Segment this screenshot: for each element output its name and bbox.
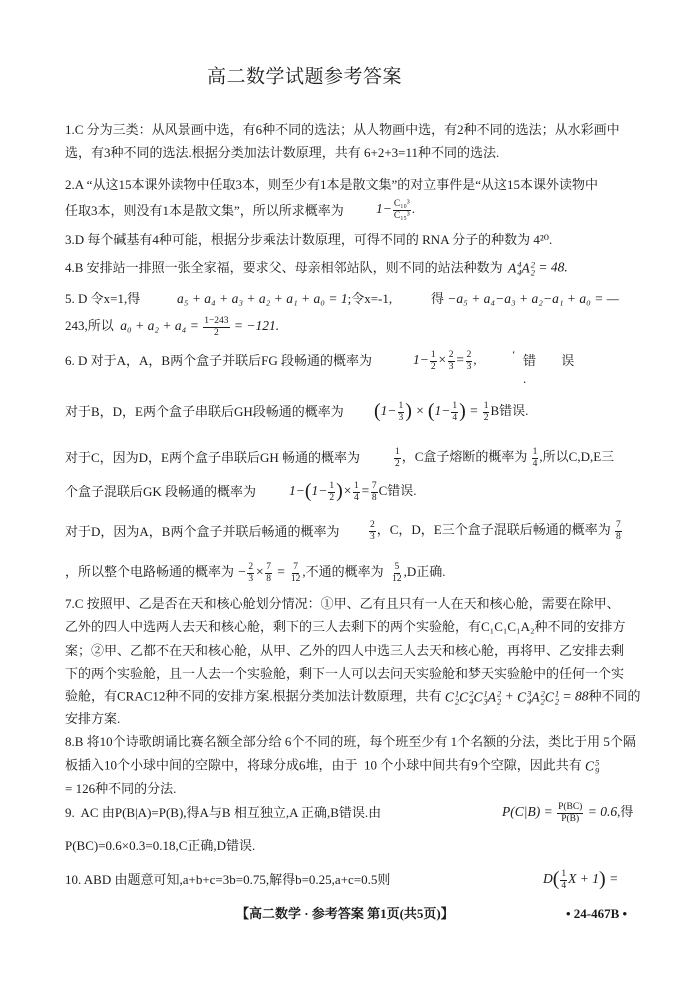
- text-run: 板插入10个小球中间的空隙中，将球分成6堆，由于 10 个小球中间共有9个空隙，因此共有: [65, 757, 586, 773]
- fraction: [391, 562, 403, 584]
- fraction: [265, 562, 272, 584]
- fraction-denominator: 8: [616, 531, 621, 542]
- fraction-denominator: 12: [290, 573, 301, 584]
- text-run: ,D正确.: [403, 563, 446, 579]
- q10-line-1-formula: [543, 869, 618, 891]
- fraction-denominator: 2: [395, 458, 400, 469]
- fraction-denominator: 2: [213, 327, 219, 338]
- text-run: P(BC)=0.6×0.3=0.18,C正确,D错误.: [65, 838, 256, 853]
- math-expression: 1−: [376, 200, 392, 216]
- big-parenthesis: (: [374, 400, 381, 422]
- fraction-numerator: 2: [466, 350, 472, 360]
- text-run: ,所以C,D,E三: [539, 448, 615, 464]
- combinatorics-symbol: [488, 689, 502, 707]
- q6-line-4-text: [65, 483, 256, 501]
- fraction: [615, 520, 622, 542]
- math-expression: a₀ + a₂ + a₄ =: [120, 317, 203, 333]
- q7-line-6: [65, 710, 120, 728]
- fraction-numerator: 7: [371, 481, 377, 491]
- subscript: 4: [527, 696, 532, 707]
- text-run: ,: [473, 351, 477, 367]
- q4-line-1-formula: [508, 258, 568, 277]
- superscript: 3: [527, 688, 532, 699]
- q6-line-1-verdict: 错 误: [523, 353, 575, 368]
- text-run: 3.D 每个碱基有4种可能，根据分步乘法计数原理，可得不同的 RNA 分子的种数为 4²⁰.: [65, 232, 553, 247]
- text-run: C错误.: [378, 482, 417, 498]
- big-parenthesis: (: [427, 400, 435, 422]
- fraction-numerator: 1: [329, 481, 335, 491]
- fraction: [328, 481, 335, 503]
- symbol-base: C: [459, 689, 469, 705]
- math-expression: =: [360, 482, 370, 498]
- superscript: 2: [540, 688, 545, 699]
- text-run: 6. D 对于A，A，B两个盒子并联后FG 段畅通的概率为: [65, 353, 372, 368]
- fraction-denominator: 3: [448, 361, 454, 372]
- math-expression: =: [273, 563, 289, 579]
- fraction-denominator: 3: [466, 361, 472, 372]
- q6-line-4-formula: [289, 481, 417, 503]
- combinatorics-symbol: [508, 260, 522, 278]
- fraction-numerator: 1: [398, 401, 404, 411]
- combinatorics-symbol: [585, 758, 599, 776]
- subscript: 9: [595, 765, 600, 776]
- fraction-denominator: 2: [430, 361, 436, 372]
- fraction-denominator: 12: [392, 573, 402, 584]
- superscript: 1: [554, 688, 560, 699]
- text-run: 乙外的四人中选两人去天和核心舱，剩下的三人去剩下的两个实验舱，有C₁C₁C₁A₂种不同的安排方: [65, 619, 626, 634]
- fraction-numerator: 7: [293, 562, 299, 572]
- text-run: 对于B，D，E两个盒子串联后GH段畅通的概率为: [65, 404, 344, 419]
- fraction: [203, 316, 229, 338]
- fraction-numerator: C₁₀³: [393, 199, 410, 209]
- math-expression: =: [455, 351, 465, 367]
- q6-line-5-text: [65, 523, 339, 541]
- symbol-base: C: [444, 689, 454, 705]
- superscript: 2: [496, 688, 502, 699]
- q7-line-1: [65, 595, 620, 613]
- text-run: 验舱，有CRAC12种不同的安排方案.根据分类加法计数原理，共有: [65, 688, 445, 704]
- math-expression: −: [237, 563, 247, 579]
- symbol-base: A: [531, 689, 540, 705]
- q6-line-1-text: [65, 352, 372, 370]
- symbol-base: A: [521, 260, 530, 276]
- index-stack: [595, 759, 599, 775]
- fraction: [394, 447, 401, 469]
- text-run: 得: [431, 291, 448, 306]
- combinatorics-symbol: [545, 689, 559, 707]
- superscript: 4: [517, 259, 522, 270]
- q6-line-2-text: [65, 403, 344, 421]
- fraction-numerator: 1: [561, 869, 567, 879]
- subscript: 3: [483, 696, 488, 707]
- superscript: 2: [530, 259, 535, 270]
- math-expression: +: [501, 688, 518, 704]
- combinatorics-symbol: [473, 689, 487, 707]
- math-expression: 1−: [380, 402, 397, 418]
- math-expression: 1−: [289, 482, 305, 498]
- q3-line-1: [65, 231, 552, 249]
- combinatorics-symbol: [517, 689, 531, 707]
- fraction: [290, 562, 302, 584]
- math-expression: 1−: [434, 402, 451, 418]
- combinatorics-symbol: [531, 689, 545, 707]
- fraction-numerator: P(BC): [558, 802, 583, 812]
- q6-line-2-formula: [374, 401, 528, 423]
- fraction: [247, 562, 254, 584]
- text-run: ，C，D，E三个盒子混联后畅通的概率为: [376, 521, 615, 537]
- text-run: ，所以整个电路畅通的概率为: [65, 563, 238, 579]
- subscript: 4: [517, 267, 522, 278]
- q8-line-3: [65, 780, 176, 798]
- text-run: 243,所以: [65, 317, 121, 333]
- q5-line-1-middle: [177, 290, 392, 308]
- text-run: 选，有3种不同的选法.根据分类加法计数原理，共有 6+2+3=11种不同的选法.: [65, 145, 500, 160]
- fraction-numerator: 7: [266, 562, 272, 572]
- text-run: ,得: [617, 803, 634, 819]
- footer-page-label: 【高二数学 · 参考答案 第1页(共5页)】: [236, 906, 454, 921]
- q7-line-3: [65, 642, 624, 660]
- text-run: 个盒子混联后GK 段畅通的概率为: [65, 484, 257, 499]
- big-parenthesis: ): [599, 868, 606, 890]
- text-run: 案；②甲、乙都不在天和核心舱，从甲、乙外的四人中选三人去天和核心舱，再将甲、乙安排去剩: [65, 643, 625, 658]
- math-expression: = 88: [559, 688, 589, 704]
- q6-line-3-text: [65, 449, 360, 467]
- fraction-denominator: 3: [370, 531, 375, 542]
- subscript: 2: [496, 696, 502, 707]
- q9-line-2: [65, 837, 255, 855]
- big-parenthesis: ): [459, 400, 466, 422]
- q2-line-1: [65, 176, 598, 194]
- math-expression: X + 1: [568, 870, 600, 886]
- superscript: 1: [454, 688, 460, 699]
- text-run: 对于D，因为A，B两个盒子并联后畅通的概率为: [65, 524, 340, 539]
- fraction-numerator: 1: [532, 447, 538, 457]
- fraction-denominator: 3: [248, 573, 254, 584]
- subscript: 2: [554, 696, 560, 707]
- fraction: [371, 481, 378, 503]
- text-run: 4.B 安排站一排照一张全家福，要求父、母亲相邻站队，则不同的站法种数为: [65, 260, 503, 275]
- combinatorics-symbol: [522, 260, 536, 278]
- text-run: 5. D 令x=1,得: [65, 291, 141, 306]
- text-run: 种不同的: [588, 688, 641, 704]
- q6-tick-mark: ‘: [512, 350, 516, 361]
- math-expression: = −121.: [230, 317, 280, 333]
- math-expression: P(C|B) =: [502, 803, 557, 819]
- text-run: = 126种不同的分法.: [65, 781, 177, 796]
- q5-line-1-start: [65, 290, 140, 308]
- q9-line-1-formula: [502, 802, 633, 824]
- fraction-denominator: 4: [452, 412, 458, 423]
- text-run: 7.C 按照甲、乙是否在天和核心舱划分情况：①甲、乙有且只有一人在天和核心舱，需要在除甲、: [65, 596, 620, 611]
- math-expression: ×: [342, 482, 352, 498]
- math-expression: =: [605, 870, 619, 886]
- q5-line-2: [65, 316, 279, 338]
- text-run: 10. ABD 由题意可知,a+b+c=3b=0.75,解得b=0.25,a+c=0.5则: [65, 872, 391, 887]
- fraction-numerator: 2: [370, 520, 375, 530]
- q4-line-1-text: [65, 259, 503, 277]
- fraction: [430, 350, 437, 372]
- big-parenthesis: ): [336, 480, 343, 502]
- text-run: 任取3本，则没有1本是散文集”，所以所求概率为: [65, 203, 344, 218]
- fraction-numerator: 2: [448, 350, 454, 360]
- math-expression: D: [543, 870, 553, 886]
- fraction-denominator: 8: [266, 573, 272, 584]
- fraction: [393, 199, 411, 221]
- math-expression: ×: [437, 351, 447, 367]
- big-parenthesis: ): [405, 400, 412, 422]
- combinatorics-symbol: [445, 689, 459, 707]
- superscript: 2: [469, 688, 474, 699]
- page-title: 高二数学试题参考答案: [207, 66, 403, 88]
- superscript: 5: [595, 757, 600, 768]
- math-expression: ×: [255, 563, 265, 579]
- q6-line-6: [65, 562, 446, 584]
- fraction: [560, 869, 567, 891]
- fraction-numerator: 1: [430, 350, 436, 360]
- symbol-base: A: [487, 689, 496, 705]
- fraction-numerator: 1−243: [204, 316, 229, 326]
- symbol-base: C: [517, 689, 527, 705]
- big-parenthesis: (: [552, 868, 560, 890]
- text-run: 安排方案.: [65, 711, 121, 726]
- q5-line-1-end: [431, 290, 619, 308]
- q7-line-2: [65, 618, 626, 636]
- text-run: ，C盒子熔断的概率为: [401, 448, 531, 464]
- q2-line-2-formula: [376, 199, 415, 221]
- fraction: [557, 802, 583, 824]
- text-run: B错误.: [490, 402, 529, 418]
- fraction: [398, 401, 405, 423]
- text-run: 1.C 分为三类：从风景画中选，有6种不同的选法；从人物画中选，有2种不同的选法；从水彩画中: [65, 122, 620, 137]
- fraction-denominator: 8: [371, 492, 377, 503]
- fraction-denominator: 2: [483, 412, 489, 423]
- footer-doc-code: • 24-467B •: [566, 906, 628, 921]
- text-run: 2.A “从这15本课外读物中任取3本，则至少有1本是散文集”的对立事件是“从这15本课外读物中: [65, 177, 598, 192]
- superscript: 1: [483, 688, 488, 699]
- math-expression: = 48.: [535, 259, 568, 275]
- subscript: 2: [530, 267, 535, 278]
- text-run: 下的两个实验舱，且一人去一个实验舱，剩下一人可以去问天实验舱和梦天实验舱中的任何一个实: [65, 666, 625, 681]
- symbol-base: C: [544, 689, 554, 705]
- fraction-numerator: 1: [353, 481, 359, 491]
- fraction-denominator: 2: [329, 492, 335, 503]
- q7-line-4: [65, 665, 624, 683]
- fraction: [369, 520, 376, 542]
- fraction-denominator: 3: [398, 412, 404, 423]
- fraction-numerator: 1: [452, 401, 458, 411]
- q7-line-5: [65, 687, 641, 706]
- fraction-numerator: 7: [616, 520, 621, 530]
- q9-line-1-text: [65, 804, 381, 822]
- q1-line-1: [65, 121, 620, 139]
- q8-line-2: [65, 756, 599, 775]
- q6-line-5-formula: [368, 520, 623, 542]
- math-expression: −a₅ + a₄−a₃ + a₂−a₁ + a₀ = —: [447, 291, 619, 306]
- fraction-numerator: 1: [395, 447, 400, 457]
- math-expression: 1−: [413, 351, 429, 367]
- fraction-denominator: 4: [532, 458, 538, 469]
- combinatorics-symbol: [459, 689, 473, 707]
- fraction-denominator: C₁₅³: [393, 210, 410, 221]
- text-run: 9. AC 由P(B|A)=P(B),得A与B 相互独立,A 正确,B错误.由: [65, 805, 382, 820]
- fraction: [532, 447, 539, 469]
- math-expression: 1−: [311, 482, 328, 498]
- subscript: 2: [540, 696, 545, 707]
- text-run: 8.B 将10个诗歌朗诵比赛名额全部分给 6个不同的班，每个班至少有 1个名额的分法，类比于用 5个隔: [65, 734, 636, 749]
- q6-line-1-formula: [413, 350, 477, 372]
- fraction: [483, 401, 490, 423]
- symbol-base: C: [473, 689, 483, 705]
- text-run: 对于C，因为D，E两个盒子串联后GH 畅通的概率为: [65, 450, 361, 465]
- fraction-numerator: 1: [483, 401, 489, 411]
- symbol-base: A: [508, 260, 517, 276]
- math-expression: ×: [411, 402, 428, 418]
- q8-line-1: [65, 733, 636, 751]
- fraction: [448, 350, 455, 372]
- text-run: .: [411, 200, 415, 216]
- text-run: ;令x=-1,: [347, 291, 393, 306]
- q6-line-3-formula: [393, 447, 614, 469]
- fraction-denominator: P(B): [561, 813, 580, 824]
- fraction-denominator: 4: [353, 492, 359, 503]
- fraction-numerator: 5: [394, 562, 400, 572]
- fraction: [353, 481, 360, 503]
- subscript: 2: [454, 696, 460, 707]
- q6-dot-mark: .: [523, 371, 527, 386]
- q2-line-2-text: [65, 202, 344, 220]
- q1-line-2: [65, 144, 499, 162]
- fraction-denominator: 4: [561, 880, 567, 891]
- fraction-numerator: 2: [248, 562, 254, 572]
- text-run: ,不通的概率为: [302, 563, 391, 579]
- math-expression: =: [465, 402, 482, 418]
- fraction: [451, 401, 458, 423]
- math-expression: a₅ + a₄ + a₃ + a₂ + a₁ + a₀ = 1: [177, 291, 348, 306]
- fraction: [466, 350, 473, 372]
- math-expression: = 0.6: [584, 803, 618, 819]
- symbol-base: C: [585, 758, 595, 774]
- subscript: 4: [469, 696, 474, 707]
- big-parenthesis: (: [304, 480, 312, 502]
- q10-line-1-text: [65, 871, 390, 889]
